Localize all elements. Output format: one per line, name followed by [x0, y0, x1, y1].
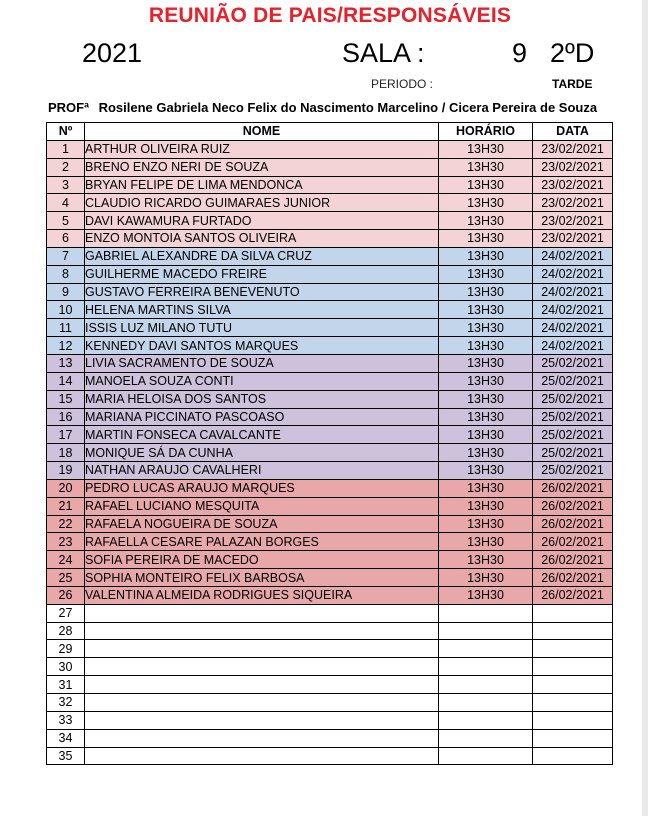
cell-time: 13H30 [439, 408, 533, 426]
column-header-num: Nº [47, 123, 85, 141]
cell-number: 23 [47, 533, 85, 551]
cell-time: 13H30 [439, 497, 533, 515]
cell-date: 26/02/2021 [533, 569, 613, 587]
cell-name: PEDRO LUCAS ARAUJO MARQUES [85, 479, 439, 497]
cell-date: 26/02/2021 [533, 497, 613, 515]
cell-date [533, 676, 613, 694]
cell-name: HELENA MARTINS SILVA [85, 301, 439, 319]
cell-name [85, 694, 439, 712]
cell-name [85, 640, 439, 658]
cell-name: BRYAN FELIPE DE LIMA MENDONCA [85, 176, 439, 194]
cell-number: 31 [47, 676, 85, 694]
cell-name [85, 676, 439, 694]
table-row [47, 462, 613, 480]
cell-number: 29 [47, 640, 85, 658]
cell-number: 4 [47, 194, 85, 212]
cell-name: MANOELA SOUZA CONTI [85, 372, 439, 390]
cell-date [533, 622, 613, 640]
cell-name: RAFAELLA CESARE PALAZAN BORGES [85, 533, 439, 551]
cell-name: GUSTAVO FERREIRA BENEVENUTO [85, 283, 439, 301]
cell-date: 26/02/2021 [533, 533, 613, 551]
table-row [47, 497, 613, 515]
cell-time: 13H30 [439, 158, 533, 176]
cell-number: 16 [47, 408, 85, 426]
cell-time [439, 729, 533, 747]
table-row [47, 694, 613, 712]
cell-time: 13H30 [439, 462, 533, 480]
column-header-time: HORÁRIO [439, 123, 533, 141]
table-row [47, 569, 613, 587]
cell-number: 8 [47, 265, 85, 283]
cell-date: 23/02/2021 [533, 158, 613, 176]
table-row [47, 212, 613, 230]
cell-date: 23/02/2021 [533, 140, 613, 158]
teacher-line [48, 100, 597, 115]
cell-name: SOPHIA MONTEIRO FELIX BARBOSA [85, 569, 439, 587]
table-row [47, 319, 613, 337]
cell-date [533, 747, 613, 765]
table-row [47, 247, 613, 265]
cell-time: 13H30 [439, 569, 533, 587]
cell-date: 25/02/2021 [533, 462, 613, 480]
table-row [47, 194, 613, 212]
column-header-name: NOME [85, 123, 439, 141]
cell-name: KENNEDY DAVI SANTOS MARQUES [85, 337, 439, 355]
cell-time [439, 640, 533, 658]
table-row [47, 586, 613, 604]
cell-time [439, 604, 533, 622]
cell-number: 13 [47, 354, 85, 372]
cell-time: 13H30 [439, 372, 533, 390]
cell-date [533, 658, 613, 676]
sala-number: 9 [512, 38, 528, 68]
cell-number: 21 [47, 497, 85, 515]
cell-number: 2 [47, 158, 85, 176]
cell-date [533, 640, 613, 658]
cell-name [85, 729, 439, 747]
table-row [47, 604, 613, 622]
table-row [47, 390, 613, 408]
cell-time: 13H30 [439, 390, 533, 408]
cell-name: RAFAELA NOGUEIRA DE SOUZA [85, 515, 439, 533]
cell-date: 24/02/2021 [533, 247, 613, 265]
table-row [47, 283, 613, 301]
table-row [47, 176, 613, 194]
cell-time: 13H30 [439, 444, 533, 462]
cell-number: 3 [47, 176, 85, 194]
cell-date: 26/02/2021 [533, 586, 613, 604]
cell-number: 28 [47, 622, 85, 640]
table-row [47, 230, 613, 248]
table-row [47, 658, 613, 676]
cell-time: 13H30 [439, 230, 533, 248]
cell-date [533, 711, 613, 729]
cell-name: BRENO ENZO NERI DE SOUZA [85, 158, 439, 176]
cell-name: CLAUDIO RICARDO GUIMARAES JUNIOR [85, 194, 439, 212]
table-row [47, 711, 613, 729]
cell-date [533, 694, 613, 712]
cell-number: 33 [47, 711, 85, 729]
page-edge-shadow [642, 0, 648, 816]
cell-date: 25/02/2021 [533, 408, 613, 426]
cell-time: 13H30 [439, 301, 533, 319]
cell-date [533, 604, 613, 622]
cell-time: 13H30 [439, 319, 533, 337]
cell-date: 24/02/2021 [533, 265, 613, 283]
table-row [47, 729, 613, 747]
cell-date: 25/02/2021 [533, 372, 613, 390]
table-row [47, 354, 613, 372]
cell-name [85, 747, 439, 765]
cell-name: MARTIN FONSECA CAVALCANTE [85, 426, 439, 444]
cell-time: 13H30 [439, 194, 533, 212]
column-header-date: DATA [533, 123, 613, 141]
cell-name: NATHAN ARAUJO CAVALHERI [85, 462, 439, 480]
cell-name [85, 711, 439, 729]
cell-name: MARIA HELOISA DOS SANTOS [85, 390, 439, 408]
cell-number: 22 [47, 515, 85, 533]
cell-time [439, 676, 533, 694]
cell-name: ARTHUR OLIVEIRA RUIZ [85, 140, 439, 158]
cell-date: 23/02/2021 [533, 212, 613, 230]
cell-time: 13H30 [439, 354, 533, 372]
table-row [47, 533, 613, 551]
teacher-label: PROFª [48, 100, 89, 115]
table-row [47, 479, 613, 497]
cell-time: 13H30 [439, 533, 533, 551]
cell-date: 25/02/2021 [533, 426, 613, 444]
cell-name: LIVIA SACRAMENTO DE SOUZA [85, 354, 439, 372]
student-table [46, 122, 613, 765]
cell-time: 13H30 [439, 586, 533, 604]
table-row [47, 140, 613, 158]
cell-time: 13H30 [439, 515, 533, 533]
cell-number: 15 [47, 390, 85, 408]
table-row [47, 640, 613, 658]
cell-number: 6 [47, 230, 85, 248]
cell-time: 13H30 [439, 426, 533, 444]
cell-date: 23/02/2021 [533, 176, 613, 194]
periodo-value: TARDE [552, 77, 593, 91]
cell-name: DAVI KAWAMURA FURTADO [85, 212, 439, 230]
table-row [47, 408, 613, 426]
table-header-row [47, 123, 613, 141]
cell-date: 26/02/2021 [533, 479, 613, 497]
table-row [47, 444, 613, 462]
cell-date: 23/02/2021 [533, 194, 613, 212]
table-row [47, 551, 613, 569]
cell-name: ISSIS LUZ MILANO TUTU [85, 319, 439, 337]
cell-number: 35 [47, 747, 85, 765]
cell-time [439, 622, 533, 640]
table-row [47, 337, 613, 355]
cell-number: 34 [47, 729, 85, 747]
table-row [47, 426, 613, 444]
cell-number: 19 [47, 462, 85, 480]
cell-number: 30 [47, 658, 85, 676]
cell-date: 25/02/2021 [533, 444, 613, 462]
cell-number: 27 [47, 604, 85, 622]
cell-time: 13H30 [439, 247, 533, 265]
cell-number: 32 [47, 694, 85, 712]
cell-date: 26/02/2021 [533, 551, 613, 569]
cell-number: 1 [47, 140, 85, 158]
cell-name: RAFAEL LUCIANO MESQUITA [85, 497, 439, 515]
cell-time: 13H30 [439, 265, 533, 283]
cell-date: 25/02/2021 [533, 390, 613, 408]
cell-time: 13H30 [439, 551, 533, 569]
cell-time: 13H30 [439, 337, 533, 355]
cell-number: 5 [47, 212, 85, 230]
cell-number: 14 [47, 372, 85, 390]
table-row [47, 676, 613, 694]
cell-date: 25/02/2021 [533, 354, 613, 372]
cell-name: MARIANA PICCINATO PASCOASO [85, 408, 439, 426]
cell-time [439, 658, 533, 676]
cell-number: 20 [47, 479, 85, 497]
sala-class: 2ºD [550, 38, 595, 68]
cell-name: GABRIEL ALEXANDRE DA SILVA CRUZ [85, 247, 439, 265]
cell-number: 9 [47, 283, 85, 301]
cell-date: 23/02/2021 [533, 230, 613, 248]
cell-name [85, 622, 439, 640]
table-row [47, 372, 613, 390]
cell-number: 11 [47, 319, 85, 337]
table-row [47, 747, 613, 765]
cell-date: 24/02/2021 [533, 319, 613, 337]
cell-date: 24/02/2021 [533, 301, 613, 319]
cell-number: 26 [47, 586, 85, 604]
cell-number: 18 [47, 444, 85, 462]
cell-time: 13H30 [439, 140, 533, 158]
cell-number: 24 [47, 551, 85, 569]
table-row [47, 622, 613, 640]
cell-date [533, 729, 613, 747]
year-label: 2021 [82, 38, 143, 68]
table-row [47, 301, 613, 319]
cell-name: SOFIA PEREIRA DE MACEDO [85, 551, 439, 569]
cell-number: 25 [47, 569, 85, 587]
cell-number: 7 [47, 247, 85, 265]
cell-time: 13H30 [439, 176, 533, 194]
page-title: REUNIÃO DE PAIS/RESPONSÁVEIS [148, 4, 512, 27]
cell-number: 10 [47, 301, 85, 319]
cell-name [85, 658, 439, 676]
table-row [47, 158, 613, 176]
cell-number: 17 [47, 426, 85, 444]
cell-name: ENZO MONTOIA SANTOS OLIVEIRA [85, 230, 439, 248]
cell-name: VALENTINA ALMEIDA RODRIGUES SIQUEIRA [85, 586, 439, 604]
table-row [47, 515, 613, 533]
cell-date: 26/02/2021 [533, 515, 613, 533]
cell-number: 12 [47, 337, 85, 355]
cell-time: 13H30 [439, 212, 533, 230]
cell-time: 13H30 [439, 283, 533, 301]
cell-time: 13H30 [439, 479, 533, 497]
cell-date: 24/02/2021 [533, 337, 613, 355]
cell-name: GUILHERME MACEDO FREIRE [85, 265, 439, 283]
cell-name: MONIQUE SÁ DA CUNHA [85, 444, 439, 462]
cell-time [439, 747, 533, 765]
table-body [47, 140, 613, 765]
periodo-label: PERIODO : [371, 77, 434, 91]
cell-time [439, 694, 533, 712]
cell-date: 24/02/2021 [533, 283, 613, 301]
table-row [47, 265, 613, 283]
teacher-names: Rosilene Gabriela Neco Felix do Nascimento Marcelino / Cicera Pereira de Souza [98, 100, 598, 115]
cell-time [439, 711, 533, 729]
sala-label: SALA : [342, 38, 425, 68]
cell-name [85, 604, 439, 622]
